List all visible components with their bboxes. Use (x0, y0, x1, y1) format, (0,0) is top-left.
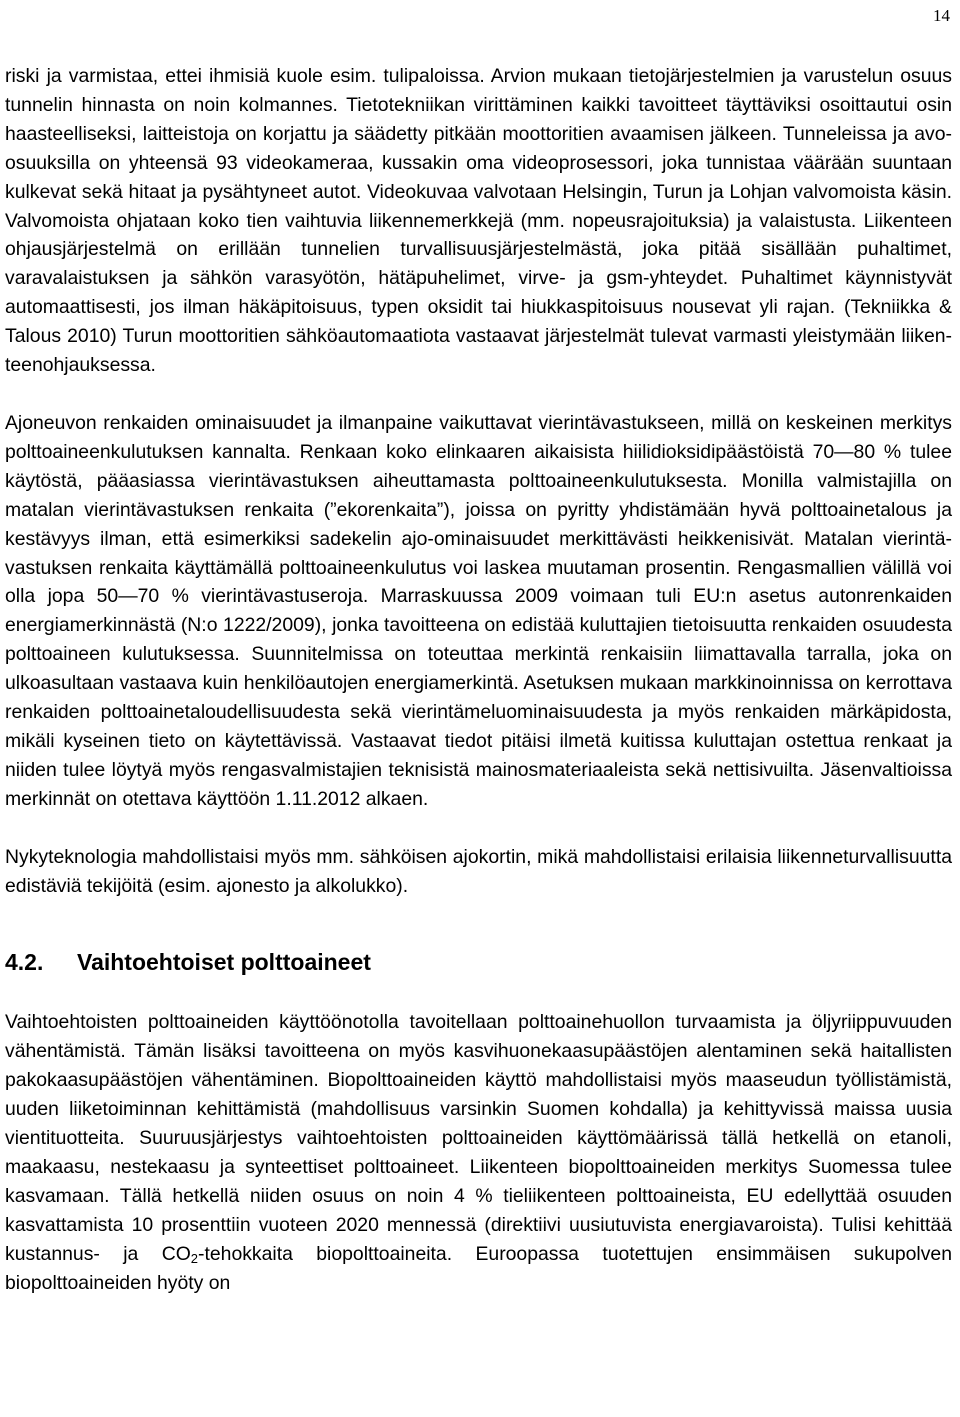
paragraph-tunnel-systems: riski ja varmistaa, ettei ihmisiä kuole esim. tulipaloissa. Arvion mukaan tietojärjestelmien ja varustelun osuus tunnelin hinnasta on noin kolmannes. Tietotekniikan virittäminen kaikki tavoitteet täyttäviksi osoittautui osin haasteelliseksi, laitteistoja on korjattu ja säädetty pitkään moottoritien avaamisen jälkeen. Tunneleissa ja avo-osuuksilla on yhteensä 93 videokameraa, kussakin oma videoprosessori, joka tunnistaa väärään suuntaan kulkevat sekä hitaat ja pysähtyneet autot. Videokuvaa valvotaan Helsingin, Turun ja Lohjan valvomoista käsin. Valvomoista ohjataan koko tien vaihtuvia liikennemerkkejä (mm. nopeusrajoituksia) ja valaistusta. Liikenteen ohjausjärjestelmä on erillään tunnelien turvallisuusjärjestelmästä, joka pitää sisällään puhaltimet, varavalaistuksen ja sähkön varasyötön, hätäpuhelimet, virve- ja gsm-yhteydet. Puhaltimet käynnistyvät automaattisesti, jos ilman häkäpitoisuus, typen oksidit tai hiukkaspitoisuus nousevat yli rajan. (Tekniikka & Talous 2010) Turun moottoritien sähköautomaatiota vastaavat järjestelmät tulevat varmasti yleistymään liikenteenohjauksessa. (5, 65, 952, 377)
paragraph-new-technology: Nykyteknologia mahdollistaisi myös mm. sähköisen ajokortin, mikä mahdollistaisi erilaisia liikenneturvallisuutta edistäviä tekijöitä (esim. ajonesto ja alkolukko). (5, 845, 952, 897)
paragraph-alternative-fuels (5, 1008, 952, 1297)
co2-subscript: 2 (190, 1250, 199, 1266)
paragraph-alternative-fuels-part1: Vaihtoehtoisten polttoaineiden käyttöönotolla tavoitellaan polttoainehuollon turvaamista ja öljyriippuvuuden vähentämistä. Tämän lisäksi tavoitteena on myös kasvihuonekaasupäästöjen alentaminen sekä haitallisten pakokaasupäästöjen vähentäminen. Biopolttoaineiden käyttö mahdollistaisi myös maaseudun työllistämistä, uuden liiketoiminnan kehittämistä (mahdollisuus varsinkin Suomen kohdalla) ja kehittyvissä maissa uusia vientituotteita. Suuruusjärjestys vaihtoehtoisten polttoaineiden käyttömäärissä tällä hetkellä on etanoli, maakaasu, nestekaasu ja synteettiset polttoaineet. Liikenteen biopolttoaineiden merkitys Suomessa tulee kasvamaan. Tällä hetkellä niiden osuus on noin 4 % tieliikenteen polttoaineista, EU edellyttää osuuden kasvattamista 10 prosenttiin vuoteen 2020 mennessä (direktiivi uusiutuvista energiavaroista). Tulisi kehittää kustannus- ja CO (5, 1011, 952, 1265)
paragraph-alternative-fuels-part2: -tehokkaita biopolttoaineita. Euroopassa tuotettujen ensimmäisen sukupolven biopolttoaineiden hyöty on (5, 1242, 952, 1294)
paragraph-tyre-properties: Ajoneuvon renkaiden ominaisuudet ja ilmanpaine vaikuttavat vierintävastukseen, millä on keskeinen merkitys polttoaineenkulutuksen kannalta. Renkaan koko elinkaaren aikaisista hiilidioksidipäästöistä 70—80 % tulee käytöstä, pääasiassa vierintävastuksen aiheuttamasta polttoaineenkulutuksesta. Monilla valmistajilla on matalan vierintävastuksen renkaita (”ekorenkaita”), joissa on pyritty yhdistämään hyvä polttoainetalous ja kestävyys ilman, että esimerkiksi sadekelin ajo-ominaisuudet merkittävästi heikkenisivät. Matalan vierintävastuksen renkaita käyttämällä polttoaineenkulutus voi laskea muutaman prosentin. Rengasmallien välillä voi olla jopa 50—70 % vierintävastuseroja. Marraskuussa 2009 voimaan tuli EU:n asetus autonrenkaiden energiamerkinnästä (N:o 1222/2009), jonka tavoitteena on edistää kuluttajien tietoisuutta renkaiden osuudesta polttoaineen kulutuksessa. Suunnitelmissa on toteuttaa merkintä renkaisiin liimattavalla tarralla, joka on ulkoasultaan vastaava kuin henkilöautojen energiamerkintä. Asetuksen mukaan markkinoinnissa on kerrottava renkaiden polttoainetaloudellisuudesta sekä vierintämeluominaisuudesta ja myös renkaiden märkäpidosta, mikäli kyseinen tieto on käytettävissä. Vastaavat tiedot pitäisi ilmetä kuitissa kuluttajan ostettua renkaat ja niiden tulee löytyä myös rengasvalmistajien teknisistä mainosmateriaaleista sekä nettisivuilta. Jäsenvaltioissa merkinnät on otettava käyttöön 1.11.2012 alkaen. (5, 411, 952, 810)
section-heading (5, 948, 952, 976)
page-body (5, 62, 952, 1298)
page-number: 14 (933, 6, 950, 25)
section-title: Vaihtoehtoiset polttoaineet (77, 949, 371, 976)
section-number: 4.2. (5, 949, 44, 976)
